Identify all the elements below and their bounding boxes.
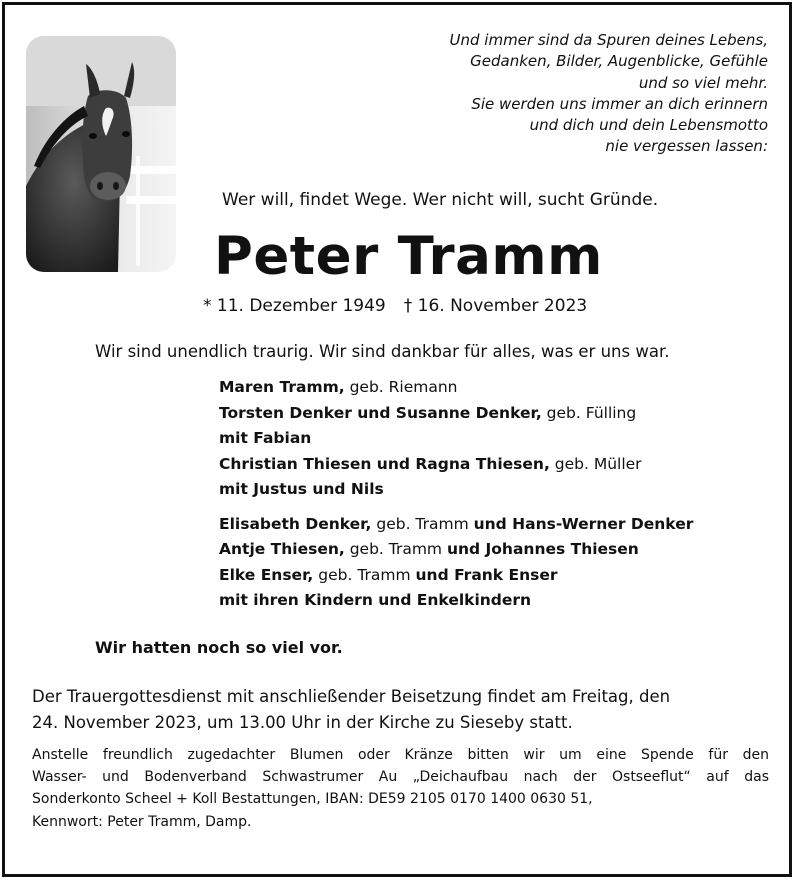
grief-statement: Wir sind unendlich traurig. Wir sind dankbar für alles, was er uns war. — [95, 342, 670, 361]
donation-line: Kennwort: Peter Tramm, Damp. — [32, 813, 252, 830]
donation-line: Sonderkonto Scheel + Koll Bestattungen, IBAN: DE59 2105 0170 1400 0630 51, — [32, 791, 593, 808]
mourner-name: mit Justus und Nils — [219, 480, 384, 498]
death-date: † 16. November 2023 — [403, 296, 588, 316]
mourner-name: Maren Tramm, — [219, 378, 345, 396]
mourner-line — [219, 512, 693, 538]
mourner-name: mit ihren Kindern und Enkelkindern — [219, 591, 532, 609]
poem-line: Und immer sind da Spuren deines Lebens, — [449, 31, 768, 49]
birth-date: * 11. Dezember 1949 — [203, 296, 386, 316]
poem-line: Gedanken, Bilder, Augenblicke, Gefühle — [470, 52, 768, 71]
donation-line: Wasser- und Bodenverband Schwastrumer Au „Deichaufbau nach der Ostseeflut“ auf das — [32, 769, 769, 786]
funeral-service-notice — [32, 684, 670, 736]
mourner-line — [219, 375, 693, 401]
mourner-name: mit Fabian — [219, 429, 312, 447]
family-group-spacer — [219, 503, 693, 512]
poem-line: Sie werden uns immer an dich erinnern — [471, 94, 768, 113]
mourner-name: Antje Thiesen, — [219, 540, 345, 558]
mourner-name: Elisabeth Denker, — [219, 514, 372, 533]
mourner-name: Elke Enser, — [219, 565, 314, 584]
closing-statement: Wir hatten noch so viel vor. — [95, 638, 343, 657]
service-line: 24. November 2023, um 13.00 Uhr in der Kirche zu Sieseby statt. — [32, 713, 573, 732]
mourner-name: und Frank Enser — [415, 565, 558, 584]
mourner-line — [219, 401, 693, 427]
mourner-line — [219, 426, 693, 452]
poem-line: und dich und dein Lebensmotto — [529, 116, 768, 135]
mourner-line — [219, 563, 693, 589]
mourner-detail: geb. Fülling — [541, 403, 637, 422]
foal-portrait-icon — [26, 36, 176, 272]
mourner-line — [219, 537, 693, 563]
mourner-line — [219, 588, 693, 614]
life-dates — [203, 296, 605, 316]
mourner-name: Christian Thiesen und Ragna Thiesen, — [219, 454, 550, 473]
mourner-detail: geb. Müller — [549, 454, 642, 473]
portrait-photo — [26, 36, 176, 272]
poem-line: nie vergessen lassen: — [605, 137, 768, 156]
donation-notice — [32, 744, 769, 833]
mourner-name: Torsten Denker und Susanne Denker, — [219, 403, 542, 422]
mourner-name: und Hans-Werner Denker — [473, 514, 694, 533]
mourners-list — [219, 375, 693, 614]
mourner-detail: geb. Tramm — [344, 540, 447, 558]
donation-line: Anstelle freundlich zugedachter Blumen oder Kränze bitten wir um eine Spende für den — [32, 747, 769, 763]
mourner-detail: geb. Tramm — [371, 514, 474, 533]
mourner-line — [219, 452, 693, 478]
mourner-detail: geb. Tramm — [313, 565, 416, 584]
poem-line: und so viel mehr. — [638, 73, 768, 92]
mourner-detail: geb. Riemann — [344, 378, 458, 396]
life-motto: Wer will, findet Wege. Wer nicht will, sucht Gründe. — [222, 190, 659, 210]
poem — [408, 30, 768, 158]
mourner-line — [219, 477, 693, 503]
deceased-name: Peter Tramm — [214, 226, 603, 287]
mourner-name: und Johannes Thiesen — [446, 540, 639, 558]
service-line: Der Trauergottesdienst mit anschließender Beisetzung findet am Freitag, den — [32, 687, 671, 706]
